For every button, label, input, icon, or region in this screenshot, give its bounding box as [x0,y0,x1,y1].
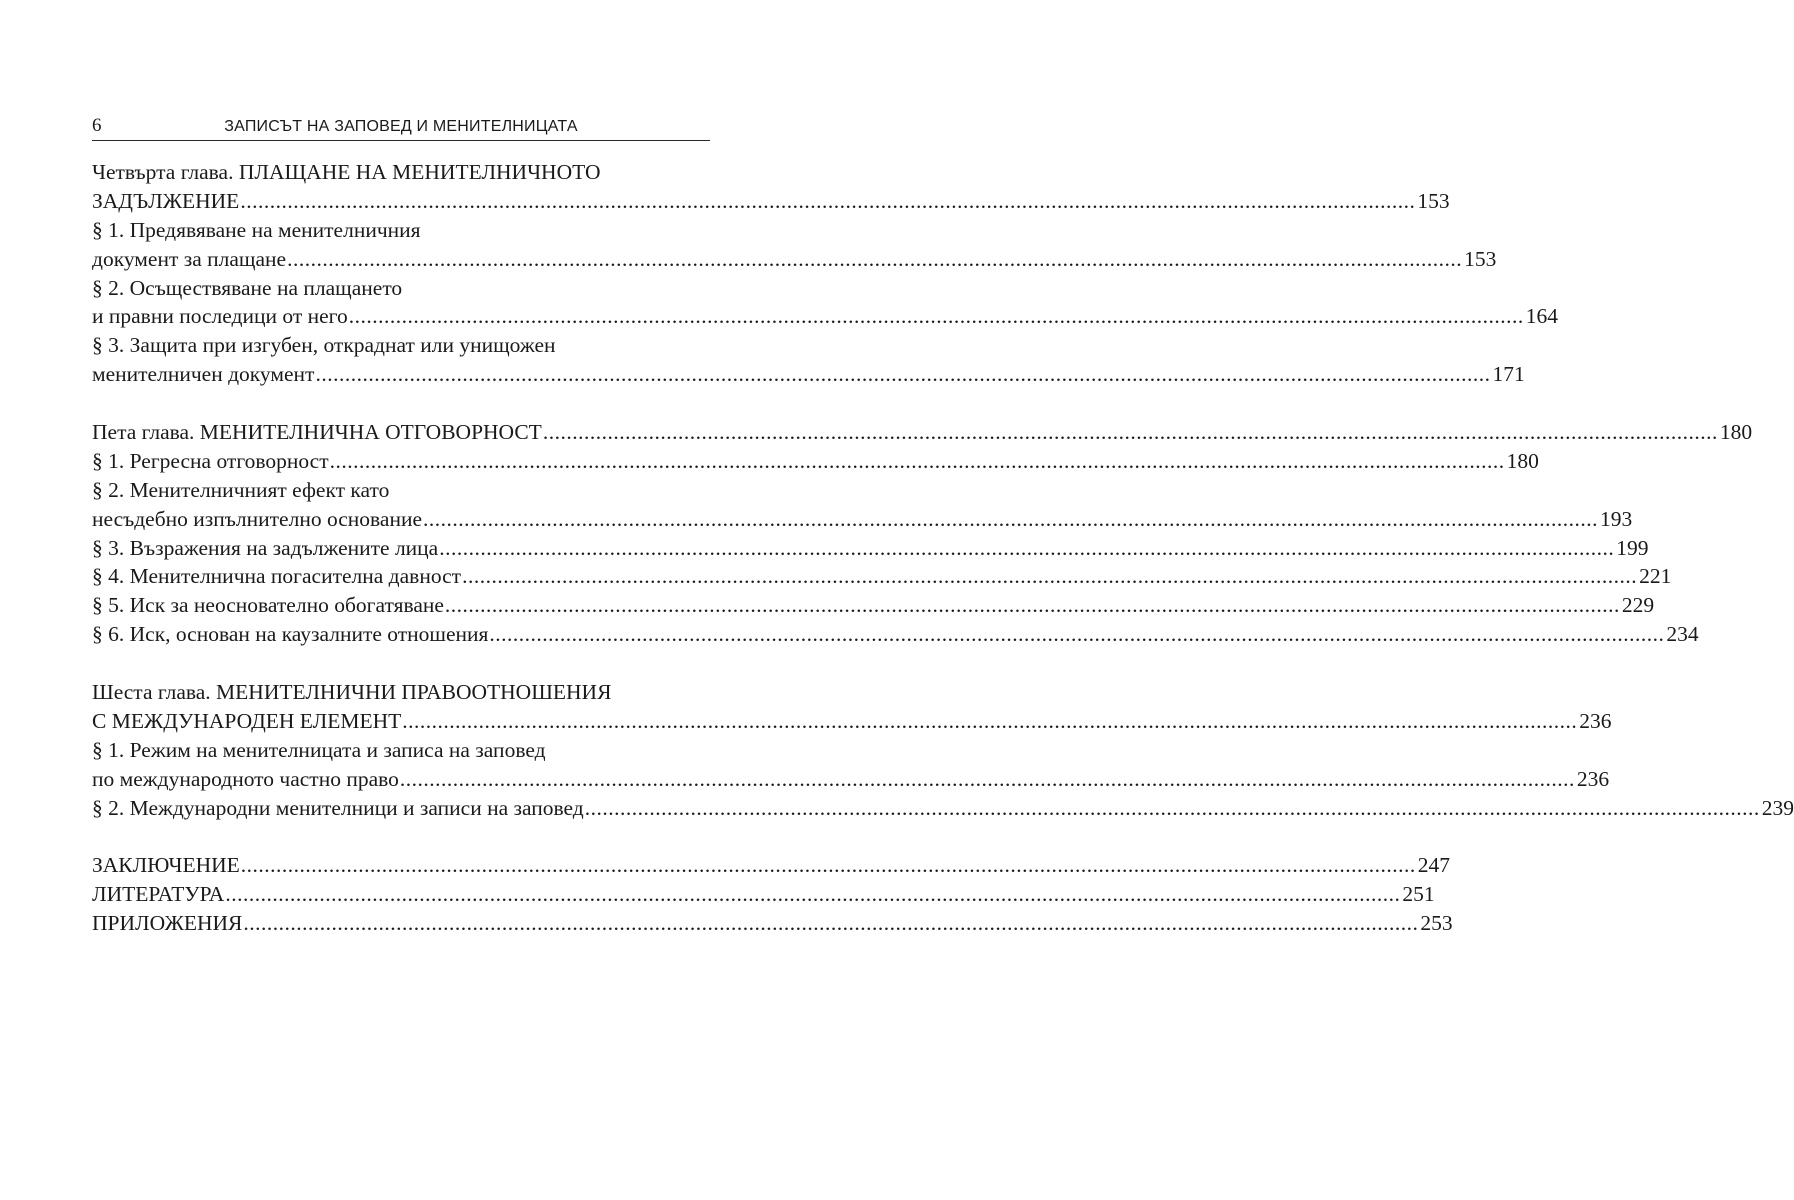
toc-page-number: 221 [1639,564,1672,589]
leader-dots: ........................................................................................................................................................................................................ [315,362,1491,387]
toc-entry-4-1[interactable] [92,245,1497,274]
toc-page-number: 153 [1417,188,1450,213]
toc-entry-4-2-line1: § 2. Осъществяване на плащането [92,275,403,300]
toc-entry-6-1-line1: § 1. Режим на менителницата и записа на заповед [92,737,546,762]
leader-dots: ........................................................................................................................................................................................................ [240,853,1416,878]
toc-entry-chapter-4-line1: Четвърта глава. ПЛАЩАНЕ НА МЕНИТЕЛНИЧНОТО [92,160,601,184]
toc-entry-5-5[interactable] [92,591,1655,620]
toc-entry-text: § 2. Международни менителници и записи на заповед [92,795,584,820]
toc-page-number: 229 [1621,593,1655,618]
toc-entry-text: по международното частно право [92,766,399,791]
page-number: 6 [92,115,102,136]
toc-page-number: 251 [1402,882,1435,907]
toc-page-number: 236 [1576,766,1610,791]
toc-entry-text: ЗАКЛЮЧЕНИЕ [92,853,240,878]
toc-entry-chapter-6-line1: Шеста глава. МЕНИТЕЛНИЧНИ ПРАВООТНОШЕНИЯ [92,680,612,705]
toc-entry-text: ПРИЛОЖЕНИЯ [92,911,243,936]
leader-dots: ........................................................................................................................................................................................................ [439,535,1615,560]
toc-entry-text: С МЕЖДУНАРОДЕН ЕЛЕМЕНТ [92,708,402,733]
running-title: ЗАПИСЪТ НА ЗАПОВЕД И МЕНИТЕЛНИЦАТА [224,118,578,135]
leader-dots: ........................................................................................................................................................................................................ [542,420,1718,445]
toc-page-number: 253 [1420,911,1453,936]
toc-page-number: 180 [1506,448,1539,473]
toc-entry-text: § 6. Иск, основан на каузалните отношения [92,622,489,647]
toc-entry-text: § 5. Иск за неоснователно обогатяване [92,593,444,618]
toc-page-number: 247 [1417,853,1451,878]
toc-page-number: 180 [1719,420,1753,445]
toc-entry-text: и правни последици от него [92,304,348,329]
leader-dots: ........................................................................................................................................................................................................ [243,911,1419,936]
leader-dots: ........................................................................................................................................................................................................ [444,593,1620,618]
section-gap [92,649,710,678]
leader-dots: ........................................................................................................................................................................................................ [329,448,1505,473]
section-gap [92,389,710,418]
toc-entry-text: ЛИТЕРАТУРА [92,882,225,907]
leader-dots: ........................................................................................................................................................................................................ [240,188,1416,213]
toc-page-number: 164 [1525,304,1558,329]
toc-entry-text: Пета глава. МЕНИТЕЛНИЧНА ОТГОВОРНОСТ [92,420,542,445]
toc-page-number: 171 [1492,362,1525,387]
toc-entry-6-1[interactable] [92,765,1610,794]
toc-entry-chapter-6[interactable] [92,707,1612,736]
leader-dots: ........................................................................................................................................................................................................ [225,882,1401,907]
toc-entry-text: несъдебно изпълнително основание [92,506,423,531]
leader-dots: ........................................................................................................................................................................................................ [423,506,1599,531]
toc-entry-text: § 1. Регресна отговорност [92,448,329,473]
toc-entry-5-1[interactable] [92,447,1539,476]
toc-entry-text: § 3. Възражения на задължените лица [92,535,439,560]
leader-dots: ........................................................................................................................................................................................................ [402,708,1578,733]
toc-entry-4-3-line1: § 3. Защита при изгубен, откраднат или унищожен [92,333,556,358]
table-of-contents [92,158,1794,938]
toc-entry-4-1-line1: § 1. Предявяване на менителничния [92,217,421,242]
page-header [92,112,710,141]
toc-page-number: 199 [1616,535,1649,560]
toc-entry-5-6[interactable] [92,620,1699,649]
toc-page-number: 239 [1761,795,1794,820]
toc-entry-text: § 4. Менителнична погасителна давност [92,564,462,589]
toc-page-number: 153 [1464,246,1497,271]
toc-entry-5-3[interactable] [92,534,1649,563]
toc-entry-text: ЗАДЪЛЖЕНИЕ [92,188,240,213]
toc-entry-4-2[interactable] [92,302,1558,331]
leader-dots: ........................................................................................................................................................................................................ [489,622,1665,647]
leader-dots: ........................................................................................................................................................................................................ [287,246,1463,271]
toc-entry-appendices[interactable] [92,909,1453,938]
toc-page-number: 193 [1600,506,1633,531]
leader-dots: ........................................................................................................................................................................................................ [462,564,1638,589]
toc-entry-literature[interactable] [92,880,1435,909]
toc-entry-text: менителничен документ [92,362,315,387]
toc-page-number: 234 [1666,622,1699,647]
toc-entry-6-2[interactable] [92,794,1794,823]
leader-dots: ........................................................................................................................................................................................................ [399,766,1575,791]
toc-entry-chapter-5[interactable] [92,418,1753,447]
toc-entry-chapter-4[interactable] [92,187,1450,216]
leader-dots: ........................................................................................................................................................................................................ [348,304,1524,329]
toc-entry-5-2[interactable] [92,505,1633,534]
section-gap [92,822,710,851]
toc-entry-4-3[interactable] [92,360,1525,389]
toc-page-number: 236 [1579,708,1612,733]
toc-entry-text: документ за плащане [92,246,287,271]
toc-entry-conclusion[interactable] [92,851,1451,880]
toc-entry-5-2-line1: § 2. Менителничният ефект като [92,477,390,502]
toc-entry-5-4[interactable] [92,562,1672,591]
leader-dots: ........................................................................................................................................................................................................ [584,795,1760,820]
